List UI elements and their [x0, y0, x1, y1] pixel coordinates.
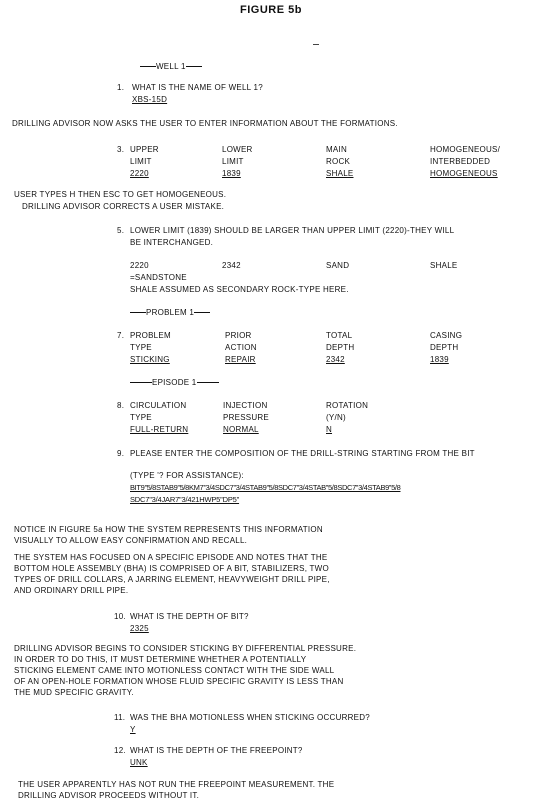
well-header	[140, 62, 202, 71]
scan-speck	[313, 44, 319, 45]
q9-drillstring-line2: SDC7''3/4JAR7''3/421HWP5''DP5''	[130, 495, 240, 504]
q5-value-rock: SAND	[326, 261, 350, 270]
q3-header-homogeneous: HOMOGENEOUS/	[430, 145, 501, 154]
closing-line: THE USER APPARENTLY HAS NOT RUN THE FREEPOINT MEASUREMENT. THE	[18, 780, 335, 789]
q10-number: 10.	[114, 612, 126, 621]
q8-header-type: TYPE	[130, 413, 152, 422]
q5-line1: LOWER LIMIT (1839) SHOULD BE LARGER THAN UPPER LIMIT (2220)-THEY WILL	[130, 226, 455, 235]
q3-header-rock: ROCK	[326, 157, 351, 166]
q7-header-prior: PRIOR	[225, 331, 252, 340]
q3-value-rock: SHALE	[326, 169, 354, 178]
q8-value-circulation: FULL-RETURN	[130, 425, 189, 434]
q7-header-depth: DEPTH	[326, 343, 355, 352]
q12-question: WHAT IS THE DEPTH OF THE FREEPOINT?	[130, 746, 303, 755]
q3-number: 3.	[117, 145, 125, 154]
q12-number: 12.	[114, 746, 126, 755]
q8-number: 8.	[117, 401, 125, 410]
dash-left	[140, 66, 156, 67]
problem-header-label: PROBLEM 1	[146, 308, 195, 317]
closing-paragraph	[18, 779, 334, 801]
q11-number: 11.	[114, 713, 126, 722]
notice-line: NOTICE IN FIGURE 5a HOW THE SYSTEM REPRESENTS THIS INFORMATION	[14, 525, 323, 534]
q11-answer: Y	[130, 725, 136, 734]
q9-prompt: PLEASE ENTER THE COMPOSITION OF THE DRILL-STRING STARTING FROM THE BIT	[130, 449, 475, 458]
q5-sandstone: =SANDSTONE	[130, 273, 187, 282]
q1-answer: XBS-15D	[132, 95, 168, 104]
q7-value-problem: STICKING	[130, 355, 170, 364]
q8-header-injection: INJECTION	[223, 401, 268, 410]
q8-header-pressure: PRESSURE	[223, 413, 270, 422]
note-types-h: USER TYPES H THEN ESC TO GET HOMOGENEOUS.	[14, 190, 227, 199]
dash-left	[130, 312, 146, 313]
q8-header-rotation: ROTATION	[326, 401, 369, 410]
sticking-line: IN ORDER TO DO THIS, IT MUST DETERMINE WHETHER A POTENTIALLY	[14, 655, 307, 664]
advisor-formations-note: DRILLING ADVISOR NOW ASKS THE USER TO ENTER INFORMATION ABOUT THE FORMATIONS.	[12, 119, 398, 128]
q7-header-total: TOTAL	[326, 331, 353, 340]
q10-question: WHAT IS THE DEPTH OF BIT?	[130, 612, 249, 621]
q3-header-main: MAIN	[326, 145, 347, 154]
q7-number: 7.	[117, 331, 125, 340]
sticking-line: OF AN OPEN-HOLE FORMATION WHOSE FLUID SPECIFIC GRAVITY IS LESS THAN	[14, 677, 344, 686]
q8-value-pressure: NORMAL	[223, 425, 259, 434]
q7-value-casing: 1839	[430, 355, 449, 364]
q5-line2: BE INTERCHANGED.	[130, 238, 214, 247]
notice-paragraph	[14, 524, 323, 546]
closing-line: DRILLING ADVISOR PROCEEDS WITHOUT IT.	[18, 791, 200, 800]
focus-line: THE SYSTEM HAS FOCUSED ON A SPECIFIC EPISODE AND NOTES THAT THE	[14, 553, 328, 562]
note-corrects: DRILLING ADVISOR CORRECTS A USER MISTAKE.	[22, 202, 225, 211]
q3-value-upper: 2220	[130, 169, 149, 178]
q8-value-rotation: N	[326, 425, 333, 434]
q8-header-yn: (Y/N)	[326, 413, 346, 422]
q7-value-action: REPAIR	[225, 355, 256, 364]
episode-header	[130, 378, 219, 387]
q7-header-action: ACTION	[225, 343, 257, 352]
dash-right	[197, 382, 219, 383]
sticking-line: DRILLING ADVISOR BEGINS TO CONSIDER STICKING BY DIFFERENTIAL PRESSURE.	[14, 644, 357, 653]
dash-left	[130, 382, 152, 383]
q5-value-upper: 2220	[130, 261, 149, 270]
q3-header-upper: UPPER	[130, 145, 159, 154]
focus-line: TYPES OF DRILL COLLARS, A JARRING ELEMENT, HEAVYWEIGHT DRILL PIPE,	[14, 575, 330, 584]
q9-assist: (TYPE '? FOR ASSISTANCE):	[130, 471, 244, 480]
problem-header	[130, 308, 210, 317]
sticking-paragraph	[14, 643, 356, 698]
focus-paragraph	[14, 552, 330, 596]
episode-header-label: EPISODE 1	[152, 378, 197, 387]
well-header-label: WELL 1	[156, 62, 186, 71]
notice-line: VISUALLY TO ALLOW EASY CONFIRMATION AND RECALL.	[14, 536, 248, 545]
q3-header-limit2: LIMIT	[222, 157, 244, 166]
q3-header-interbedded: INTERBEDDED	[430, 157, 491, 166]
q7-header-casing: CASING	[430, 331, 463, 340]
dash-right	[194, 312, 210, 313]
focus-line: AND ORDINARY DRILL PIPE.	[14, 586, 129, 595]
q1-question: WHAT IS THE NAME OF WELL 1?	[132, 83, 263, 92]
q5-value-lower: 2342	[222, 261, 241, 270]
q12-answer: UNK	[130, 758, 148, 767]
q7-header-depth2: DEPTH	[430, 343, 459, 352]
q11-question: WAS THE BHA MOTIONLESS WHEN STICKING OCCURRED?	[130, 713, 370, 722]
q7-header-type: TYPE	[130, 343, 152, 352]
sticking-line: STICKING ELEMENT CAME INTO MOTIONLESS CONTACT WITH THE SIDE WALL	[14, 666, 335, 675]
q5-value-secondary: SHALE	[430, 261, 458, 270]
q5-assumed: SHALE ASSUMED AS SECONDARY ROCK-TYPE HERE.	[130, 285, 349, 294]
q3-header-lower: LOWER	[222, 145, 253, 154]
q7-header-problem: PROBLEM	[130, 331, 171, 340]
q3-value-homogeneous: HOMOGENEOUS	[430, 169, 498, 178]
focus-line: BOTTOM HOLE ASSEMBLY (BHA) IS COMPRISED OF A BIT, STABILIZERS, TWO	[14, 564, 329, 573]
q1-number: 1.	[117, 83, 125, 92]
q5-number: 5.	[117, 226, 125, 235]
sticking-line: THE MUD SPECIFIC GRAVITY.	[14, 688, 134, 697]
q3-value-lower: 1839	[222, 169, 241, 178]
q3-header-limit: LIMIT	[130, 157, 152, 166]
q10-answer: 2325	[130, 624, 149, 633]
q8-header-circulation: CIRCULATION	[130, 401, 187, 410]
figure-title: FIGURE 5b	[240, 4, 302, 16]
dash-right	[186, 66, 202, 67]
q7-value-total: 2342	[326, 355, 345, 364]
q9-drillstring-line1: BIT9''5/8STAB9''5/8KM7''3/4SDC7''3/4STAB9''5/8SDC7''3/4STAB''5/8SDC7''3/4STAB9''5/8	[130, 483, 401, 492]
q9-number: 9.	[117, 449, 125, 458]
